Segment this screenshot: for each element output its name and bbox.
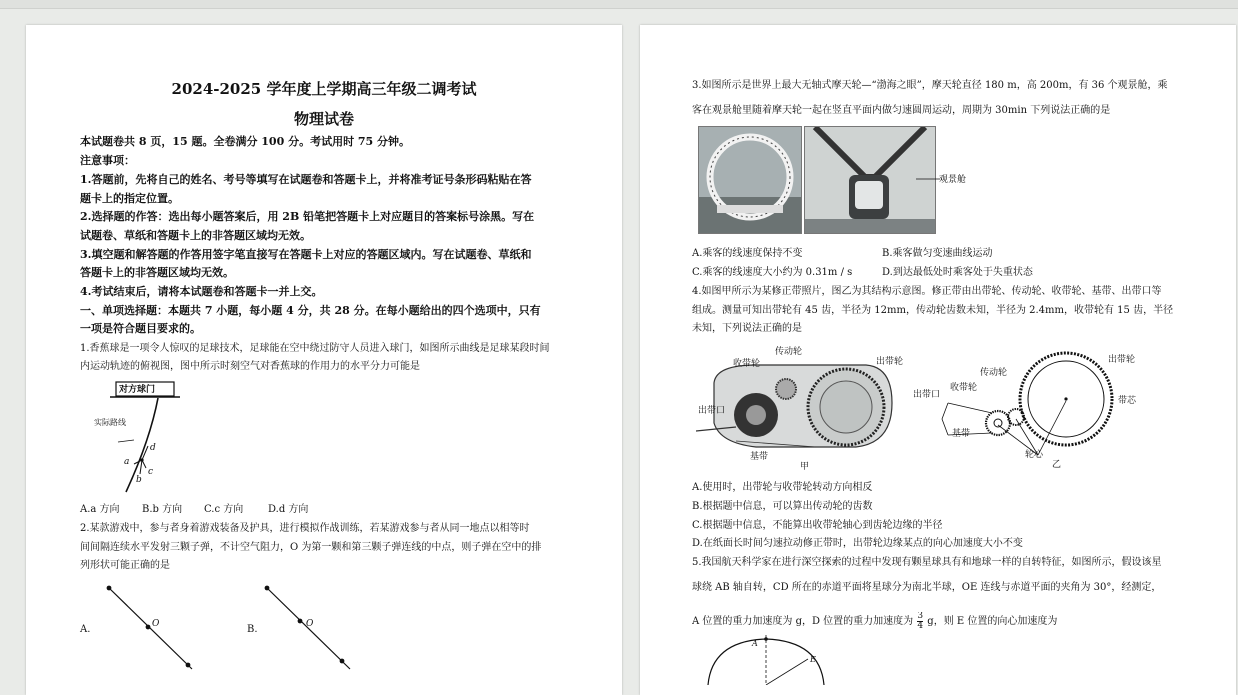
notice-line: 1.答题前，先将自己的姓名、考号等填写在试题卷和答题卡上，并将准考证号条形码粘贴在答: [80, 173, 532, 186]
label-drive-wheel: 传动轮: [775, 347, 803, 357]
q5-text-before-fraction: A 位置的重力加速度为 g，D 位置的重力加速度为: [692, 616, 914, 627]
fraction-numerator: 3: [917, 612, 924, 621]
correction-tape-photo: [696, 343, 896, 463]
q3-option-b: B.乘客做匀变速曲线运动: [882, 248, 993, 259]
q2-option-a: A.: [80, 624, 91, 635]
question-1-text: 1.香蕉球是一项令人惊叹的足球技术，足球能在空中绕过防守人员进入球门，如图所示曲线是足球某段时间: [80, 343, 550, 354]
notice-line: 2.选择题的作答：选出每小题答案后，用 2B 铅笔把答题卡上对应题目的答案标号涂黑。写在: [80, 210, 535, 223]
label-take-up-wheel-diagram: 收带轮: [950, 383, 978, 393]
cabin-callout-label: 观景舱: [939, 175, 967, 185]
question-5-text: [692, 612, 1184, 631]
notice-heading: 注意事项：: [80, 154, 135, 167]
q1-option-c: C.c 方向: [204, 504, 244, 515]
section-heading: 一项是符合题目要求的。: [80, 322, 201, 335]
ferris-wheel-photo: [698, 126, 802, 234]
label-supply-wheel: 出带轮: [876, 357, 904, 367]
question-1-text: 内运动轨迹的俯视图，图中所示时刻空气对香蕉球的作用力的水平分力可能是: [80, 361, 420, 372]
notice-line: 4.考试结束后，请将本试题卷和答题卡一并上交。: [80, 285, 323, 298]
question-5-text: 5.我国航天科学家在进行深空探索的过程中发现有颗星球具有和地球一样的自转特征，如图所示，假设该星: [692, 557, 1162, 568]
label-base-tape: 基带: [750, 452, 769, 462]
correction-tape-structure-diagram: [908, 343, 1118, 465]
point-a-label: A: [752, 639, 758, 648]
q4-option-c: C.根据题中信息，不能算出收带轮轴心到齿轮边缘的半径: [692, 520, 943, 531]
notice-line: 试题卷、草纸和答题卡上的非答题区域均无效。: [80, 229, 311, 242]
q4-option-b: B.根据题中信息，可以算出传动轮的齿数: [692, 501, 873, 512]
label-outlet: 出带口: [698, 406, 726, 416]
viewer-toolbar: [0, 0, 1238, 9]
notice-line: 题卡上的指定位置。: [80, 192, 179, 205]
label-outlet-diagram: 出带口: [913, 390, 941, 400]
q4-option-a: A.使用时，出带轮与收带轮转动方向相反: [692, 482, 873, 493]
label-take-up-wheel: 收带轮: [733, 359, 761, 369]
fraction-denominator: 4: [917, 621, 924, 631]
point-o-label: O: [152, 619, 160, 629]
label-drive-wheel-diagram: 传动轮: [980, 368, 1008, 378]
exam-intro: 本试题卷共 8 页，15 题。全卷满分 100 分。考试用时 75 分钟。: [80, 135, 411, 148]
label-wheel-center: 轮心: [1025, 450, 1044, 460]
question-4-text: 4.如图甲所示为某修正带照片，图乙为其结构示意图。修正带由出带轮、传动轮、收带轮、基带、出带口等: [692, 286, 1162, 297]
exam-title: 2024-2025 学年度上学期高三年级二调考试: [171, 80, 477, 98]
question-5-text: 球绕 AB 轴自转，CD 所在的赤道平面将星球分为南北半球，OE 连线与赤道平面的夹角为 30°，经测定，: [692, 582, 1162, 593]
document-page-2: [640, 25, 1236, 695]
question-3-text: 3.如图所示是世界上最大无轴式摩天轮—“渤海之眼”，摩天轮直径 180 m，高 200m，有 36 个观景舱，乘: [692, 80, 1168, 91]
q3-option-c: C.乘客的线速度大小约为 0.31m / s: [692, 267, 853, 278]
label-base-tape-diagram: 基带: [952, 429, 971, 439]
q5-text-after-fraction: g，则 E 位置的向心加速度为: [927, 616, 1058, 627]
question-2-text: 间间隔连续水平发射三颗子弹，不计空气阻力，O 为第一颗和第三颗子弹连线的中点，则子弹在空中的排: [80, 542, 542, 553]
q1-option-b: B.b 方向: [142, 504, 183, 515]
q1-banana-ball-figure: [80, 380, 190, 495]
q3-option-d: D.到达最低处时乘客处于失重状态: [882, 267, 1033, 278]
question-3-text: 客在观景舱里随着摩天轮一起在竖直平面内做匀速圆周运动，周期为 30min 下列说法正确的是: [692, 105, 1111, 116]
notice-line: 答题卡上的非答题区域均无效。: [80, 266, 234, 279]
point-o-label: O: [306, 619, 314, 629]
q4-option-d: D.在纸面长时间匀速拉动修正带时，出带轮边缘某点的向心加速度大小不变: [692, 538, 1023, 549]
vector-label-b: b: [136, 475, 142, 485]
exam-subtitle: 物理试卷: [293, 110, 354, 128]
label-supply-wheel-diagram: 出带轮: [1108, 355, 1136, 365]
point-e-label: E: [810, 655, 816, 664]
document-page-1: [26, 25, 622, 695]
question-2-text: 2.某款游戏中，参与者身着游戏装备及护具，进行模拟作战训练，若某游戏参与者从同一地点以相等时: [80, 523, 530, 534]
figure-caption-yi: 乙: [1052, 460, 1062, 470]
q3-option-a: A.乘客的线速度保持不变: [692, 248, 803, 259]
question-4-text: 组成。测量可知出带轮有 45 齿，半径为 12mm，传动轮齿数未知，半径为 2.4mm，收带轮有 15 齿，半径: [692, 305, 1174, 316]
label-tape-core: 带芯: [1118, 396, 1137, 406]
vector-label-d: d: [150, 443, 156, 453]
q1-option-a: A.a 方向: [80, 504, 120, 515]
three-quarters-fraction: [917, 612, 923, 631]
question-2-text: 列形状可能正确的是: [80, 560, 170, 571]
goal-label: 对方球门: [119, 385, 156, 395]
figure-caption-jia: 甲: [800, 462, 810, 472]
q1-option-d: D.d 方向: [268, 504, 309, 515]
vector-label-a: a: [124, 457, 130, 467]
path-label: 实际路线: [94, 418, 126, 427]
section-heading: 一、单项选择题：本题共 7 小题，每小题 4 分，共 28 分。在每小题给出的四个选项中，只有: [80, 304, 541, 317]
notice-line: 3.填空题和解答题的作答用签字笔直接写在答题卡上对应的答题区域内。写在试题卷、草纸和: [80, 248, 532, 261]
vector-label-c: c: [148, 467, 154, 477]
cabin-callout-line: [916, 175, 942, 183]
question-4-text: 未知，下列说法正确的是: [692, 323, 802, 334]
q2-option-b: B.: [247, 624, 258, 635]
